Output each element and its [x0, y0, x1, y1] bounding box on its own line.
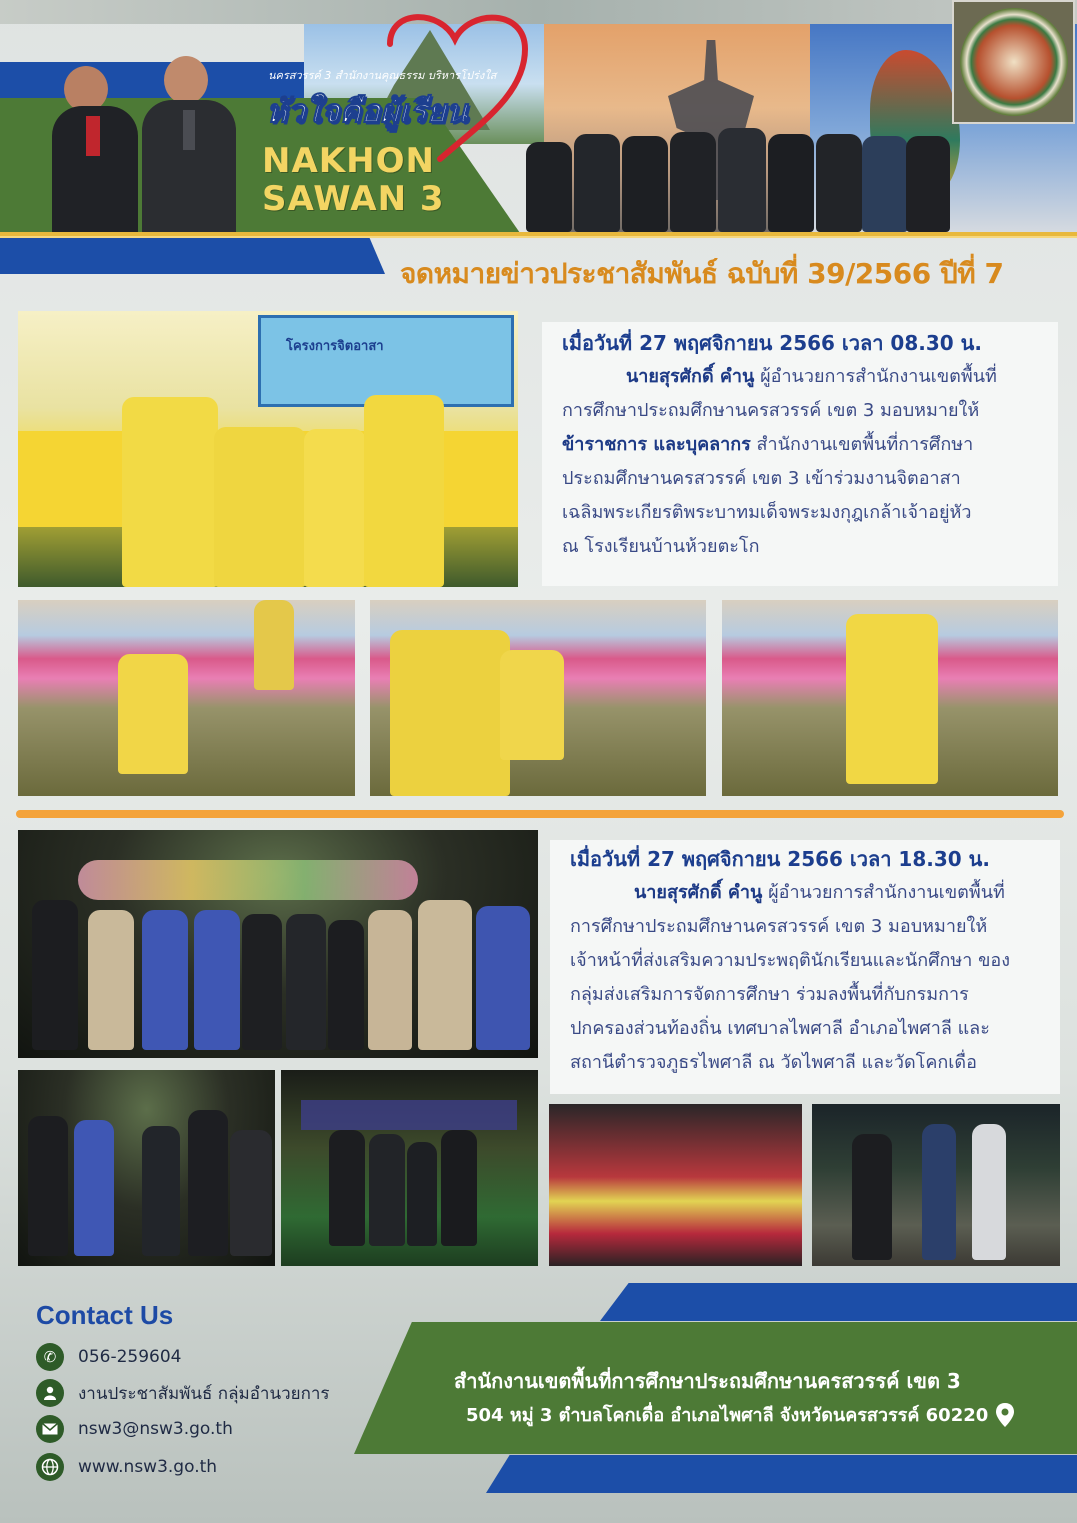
footer-blue-band-bottom [486, 1455, 1077, 1493]
story1-line-2: การศึกษาประถมศึกษานครสวรรค์ เขต 3 มอบหมายให้ [562, 400, 980, 421]
header-tagline: นครสวรรค์ 3 สำนักงานคุณธรรม บริหารโปร่งใส [268, 69, 497, 82]
story2-photo-stage-group [281, 1070, 538, 1266]
story2-photo-patrol [812, 1104, 1060, 1266]
story2-line-1 [570, 876, 1060, 910]
contact-department-row [36, 1379, 330, 1407]
section-divider [16, 810, 1064, 818]
contact-email-row [36, 1415, 233, 1443]
contact-phone[interactable]: 056-259604 [78, 1347, 182, 1367]
contact-phone-row [36, 1343, 181, 1371]
story1-banner-text: โครงการจิตอาสา [286, 339, 384, 354]
region-line-2: SAWAN 3 [262, 179, 445, 219]
story1-photo-planting-1 [18, 600, 355, 796]
story1-line-1-rest: ผู้อำนวยการสำนักงานเขตพื้นที่ [754, 366, 997, 387]
story1-line-3-rest: สำนักงานเขตพื้นที่การศึกษา [750, 434, 974, 455]
heart-outline-icon [370, 4, 540, 164]
story1-line-3-bold: ข้าราชการ และบุคลากร [562, 434, 751, 455]
mail-icon [36, 1415, 64, 1443]
person-icon [36, 1379, 64, 1407]
story1-photo-planting-3 [722, 600, 1058, 796]
location-pin-icon [996, 1403, 1014, 1427]
story1-director-name: นายสุรศักดิ์ คำนู [626, 366, 755, 387]
story1-line-6: ณ โรงเรียนบ้านห้วยตะโก [562, 536, 760, 557]
story2-line-6: สถานีตำรวจภูธรไพศาลี ณ วัดไพศาลี และวัดโคกเดื่อ [570, 1052, 977, 1073]
story2-line-3: เจ้าหน้าที่ส่งเสริมความประพฤตินักเรียนและนักศึกษา ของ [570, 950, 1011, 971]
story1-line-4: ประถมศึกษานครสวรรค์ เขต 3 เข้าร่วมงานจิตอาสา [562, 468, 961, 489]
story1-line-3 [562, 428, 1058, 462]
header-executives-photo [46, 56, 246, 234]
header-staff-group-photo [526, 128, 950, 232]
footer-address-row [466, 1400, 1014, 1429]
contact-website[interactable]: www.nsw3.go.th [78, 1457, 218, 1477]
story1-line-1 [562, 360, 1058, 394]
story2-text-panel [550, 840, 1060, 1094]
footer-blue-band-top [600, 1283, 1077, 1321]
story1-date: เมื่อวันที่ 27 พฤศจิกายน 2566 เวลา 08.30 น. [562, 331, 982, 355]
contact-title: Contact Us [36, 1300, 174, 1330]
story2-main-photo [18, 830, 538, 1058]
header-region-title [262, 142, 445, 218]
story2-date: เมื่อวันที่ 27 พฤศจิกายน 2566 เวลา 18.30 น. [570, 847, 990, 871]
footer-address: 504 หมู่ 3 ตำบลโคกเดื่อ อำเภอไพศาลี จังหวัดนครสวรรค์ 60220 [466, 1405, 989, 1426]
globe-icon [36, 1453, 64, 1481]
story2-line-1-rest: ผู้อำนวยการสำนักงานเขตพื้นที่ [762, 882, 1005, 903]
region-line-1: NAKHON [262, 141, 435, 181]
contact-department: งานประชาสัมพันธ์ กลุ่มอำนวยการ [78, 1383, 330, 1404]
phone-icon: ✆ [36, 1343, 64, 1371]
contact-website-row [36, 1453, 217, 1481]
story1-text-panel [542, 322, 1058, 586]
story2-line-4: กลุ่มส่งเสริมการจัดการศึกษา ร่วมลงพื้นที่กับกรมการ [570, 984, 969, 1005]
office-seal-logo [960, 8, 1068, 116]
footer-org-name: สำนักงานเขตพื้นที่การศึกษาประถมศึกษานครสวรรค์ เขต 3 [454, 1369, 961, 1393]
story1-photo-planting-2 [370, 600, 706, 796]
newsletter-title: จดหมายข่าวประชาสัมพันธ์ ฉบับที่ 39/2566 ปีที่ 7 [400, 257, 1004, 290]
story2-line-2: การศึกษาประถมศึกษานครสวรรค์ เขต 3 มอบหมายให้ [570, 916, 988, 937]
header-slogan: หัวใจคือผู้เรียน [266, 92, 468, 130]
story2-photo-event-stage [549, 1104, 802, 1266]
story1-main-photo [18, 311, 518, 587]
story1-line-5: เฉลิมพระเกียรติพระบาทมเด็จพระมงกุฎเกล้าเจ้าอยู่หัว [562, 502, 972, 523]
header-gold-line-light [0, 236, 1077, 238]
story2-line-5: ปกครองส่วนท้องถิ่น เทศบาลไพศาลี อำเภอไพศาลี และ [570, 1018, 990, 1039]
story2-photo-fair [18, 1070, 275, 1266]
story2-director-name: นายสุรศักดิ์ คำนู [634, 882, 763, 903]
title-blue-band [0, 238, 385, 274]
contact-email[interactable]: nsw3@nsw3.go.th [78, 1419, 233, 1439]
